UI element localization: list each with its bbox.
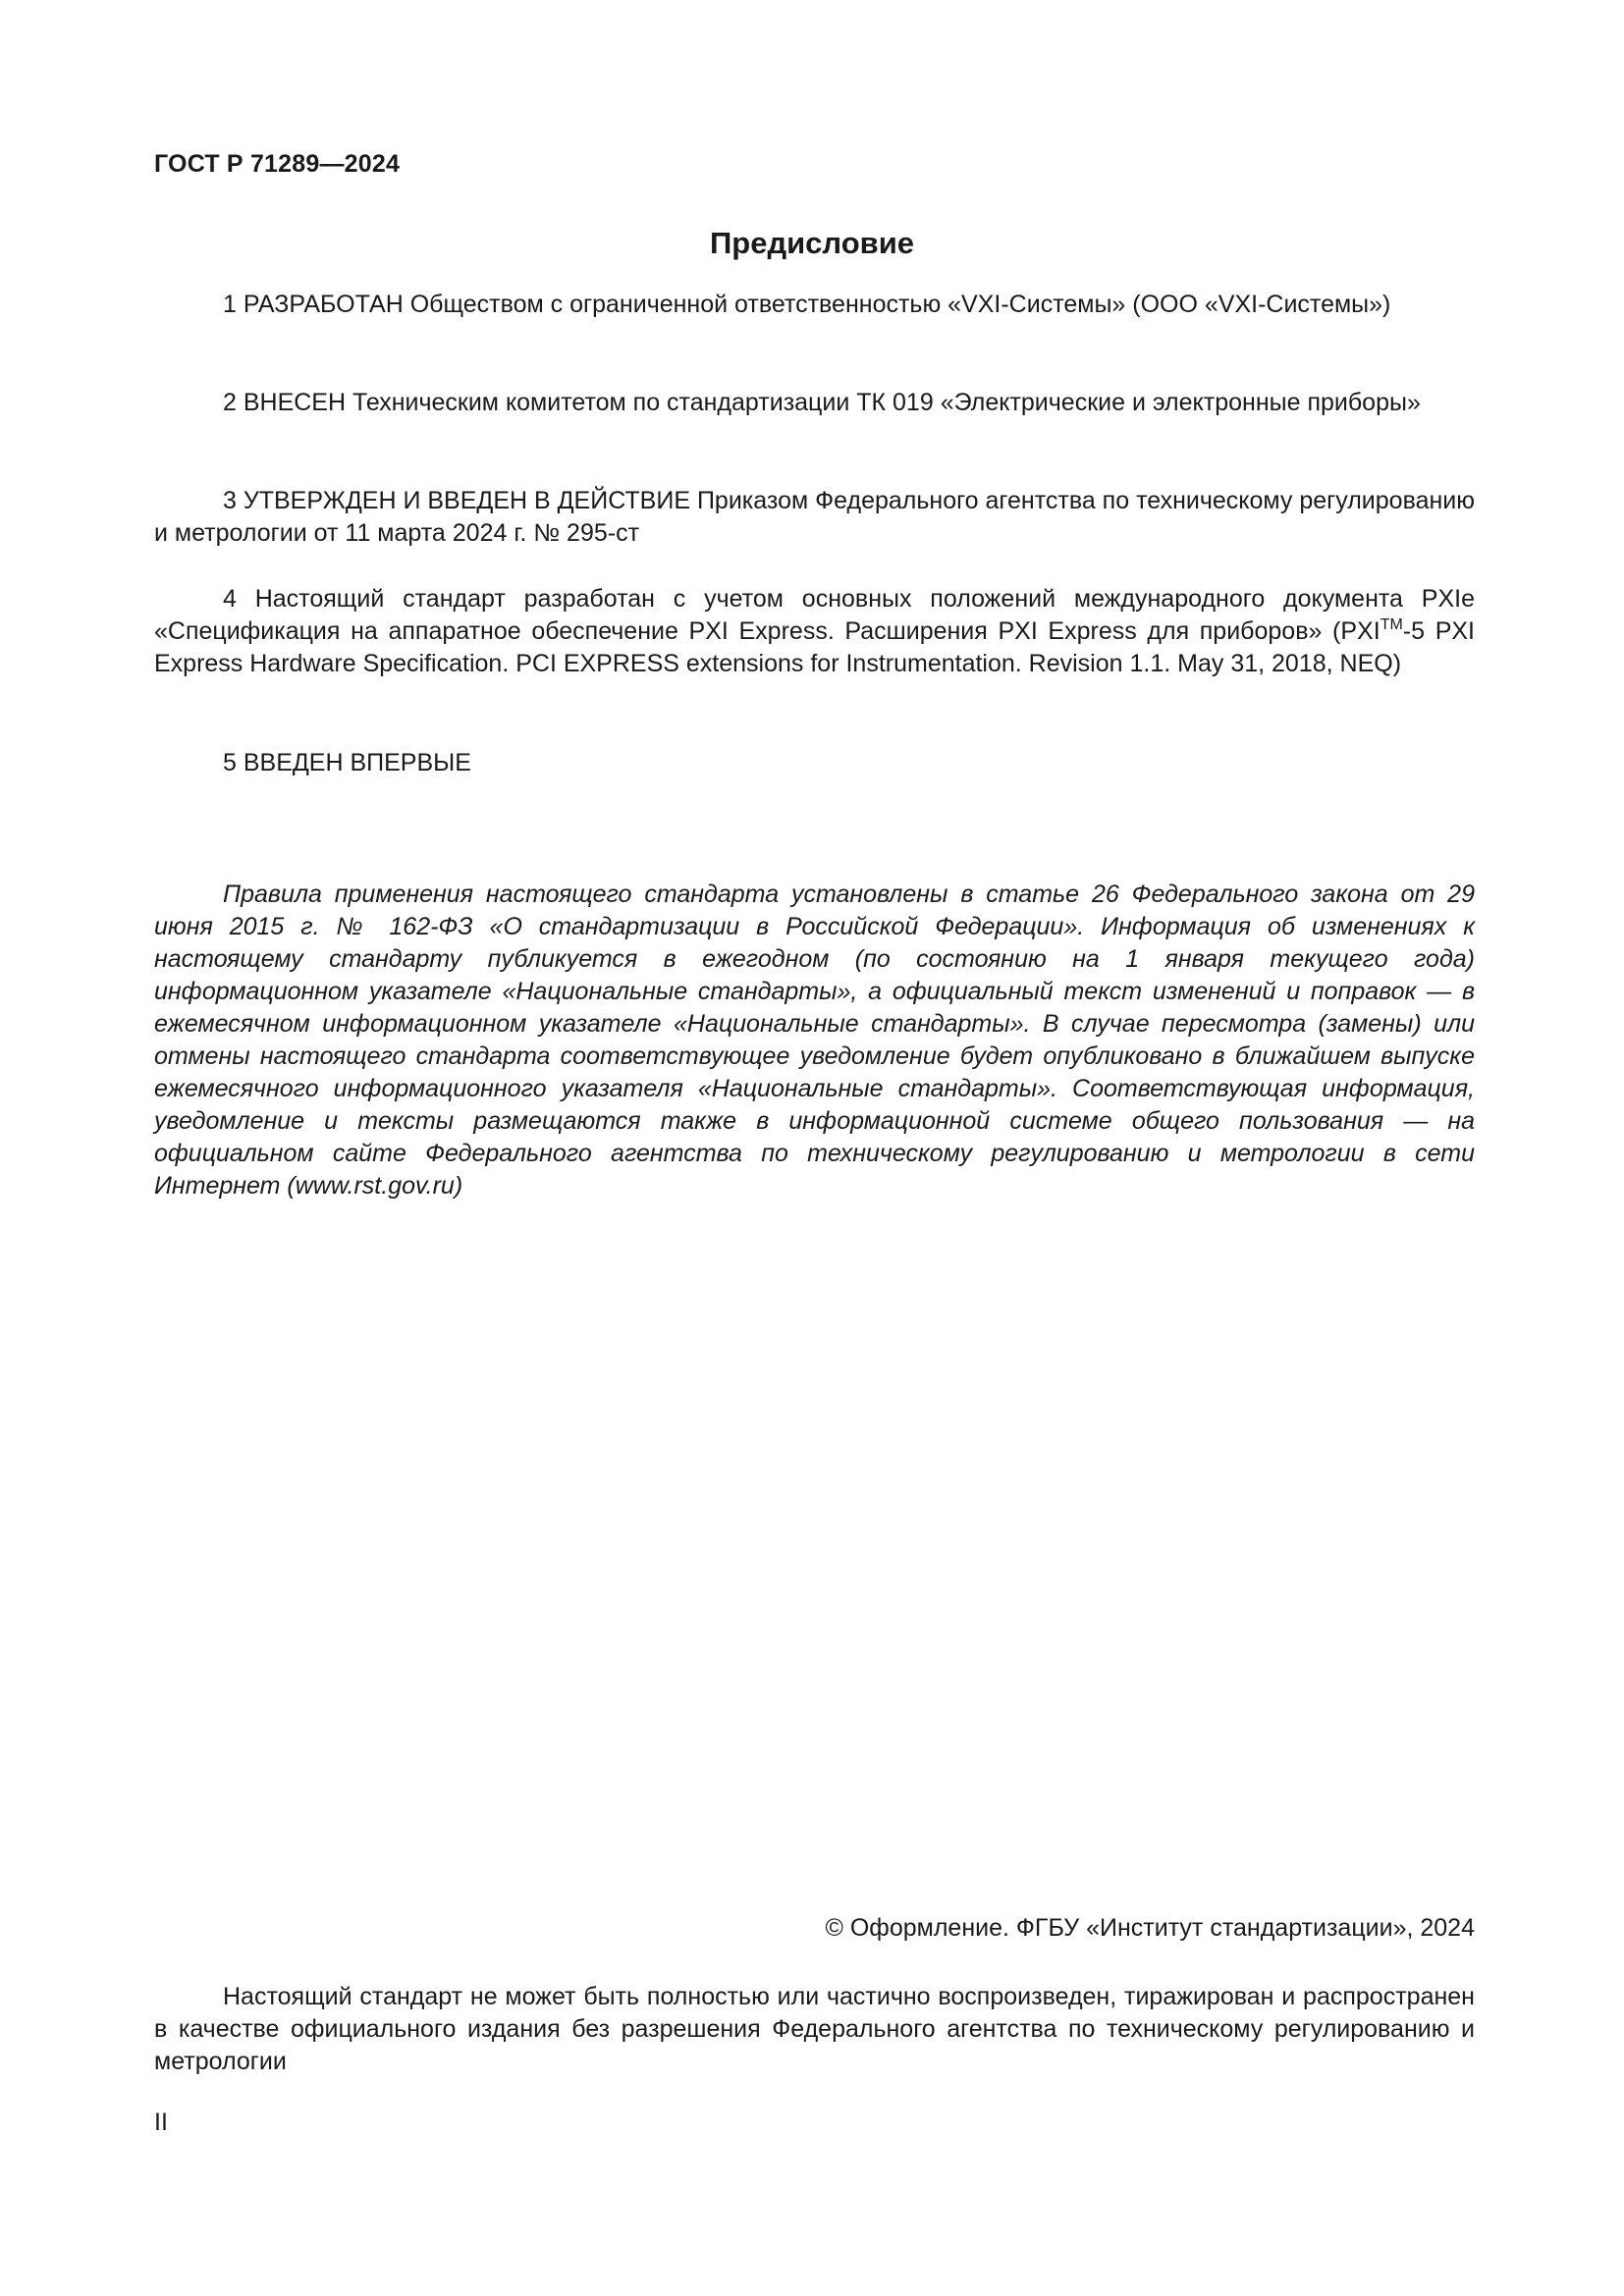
trademark-superscript: TM bbox=[1380, 616, 1403, 633]
foreword-item-approved: 3 УТВЕРЖДЕН И ВВЕДЕН В ДЕЙСТВИЕ Приказом Федерального агентства по техническому регулированию и метрологии от 11 марта 2024 г. № 295-ст bbox=[154, 487, 1475, 547]
page-number: II bbox=[154, 2109, 168, 2136]
reproduction-notice: Настоящий стандарт не может быть полностью или частично воспроизведен, тиражирован и распространен в качестве официального издания без разрешения Федерального агентства по техническому регулированию и метрологии bbox=[154, 1983, 1475, 2075]
document-code: ГОСТ Р 71289—2024 bbox=[154, 150, 401, 178]
foreword-item-based-on-part1: 4 Настоящий стандарт разработан с учетом основных положений международного документа PXIe «Спецификация на аппаратное обеспечение PXI Express. Расширения PXI Express для приборов» (PXI bbox=[154, 585, 1475, 645]
page-title: Предисловие bbox=[709, 226, 914, 260]
foreword-item-developed: 1 РАЗРАБОТАН Обществом с ограниченной ответственностью «VXI-Системы» (ООО «VXI-Системы») bbox=[223, 291, 1391, 318]
foreword-item-based-on bbox=[154, 583, 1475, 680]
application-rules-paragraph: Правила применения настоящего стандарта установлены в статье 26 Федерального закона от 29 июня 2015 г. № 162-ФЗ «О стандартизации в Российской Федерации». Информация об изменениях к настоящему стандарту публикуется в ежегодном (по состоянию на 1 января текущего года) информационном указателе «Национальные стандарты», а официальный текст изменений и поправок — в ежемесячном информационном указателе «Национальные стандарты». В случае пересмотра (замены) или отмены настоящего стандарта соответствующее уведомление будет опубликовано в ближайшем выпуске ежемесячного информационного указателя «Национальные стандарты». Соответствующая информация, уведомление и тексты размещаются также в информационной системе общего пользования — на официальном сайте Федерального агентства по техническому регулированию и метрологии в сети Интернет (www.rst.gov.ru) bbox=[154, 881, 1475, 1200]
copyright-line: © Оформление. ФГБУ «Институт стандартизации», 2024 bbox=[825, 1914, 1475, 1942]
foreword-item-based-on-part2: -5 PXI Express Hardware Specification. PCI EXPRESS extensions for Instrumentation. Revision 1.1. May 31, 2018, NEQ) bbox=[154, 617, 1475, 677]
foreword-item-introduced: 2 ВНЕСЕН Техническим комитетом по стандартизации ТК 019 «Электрические и электронные приборы» bbox=[223, 389, 1421, 416]
foreword-item-first-introduced: 5 ВВЕДЕН ВПЕРВЫЕ bbox=[223, 749, 471, 776]
